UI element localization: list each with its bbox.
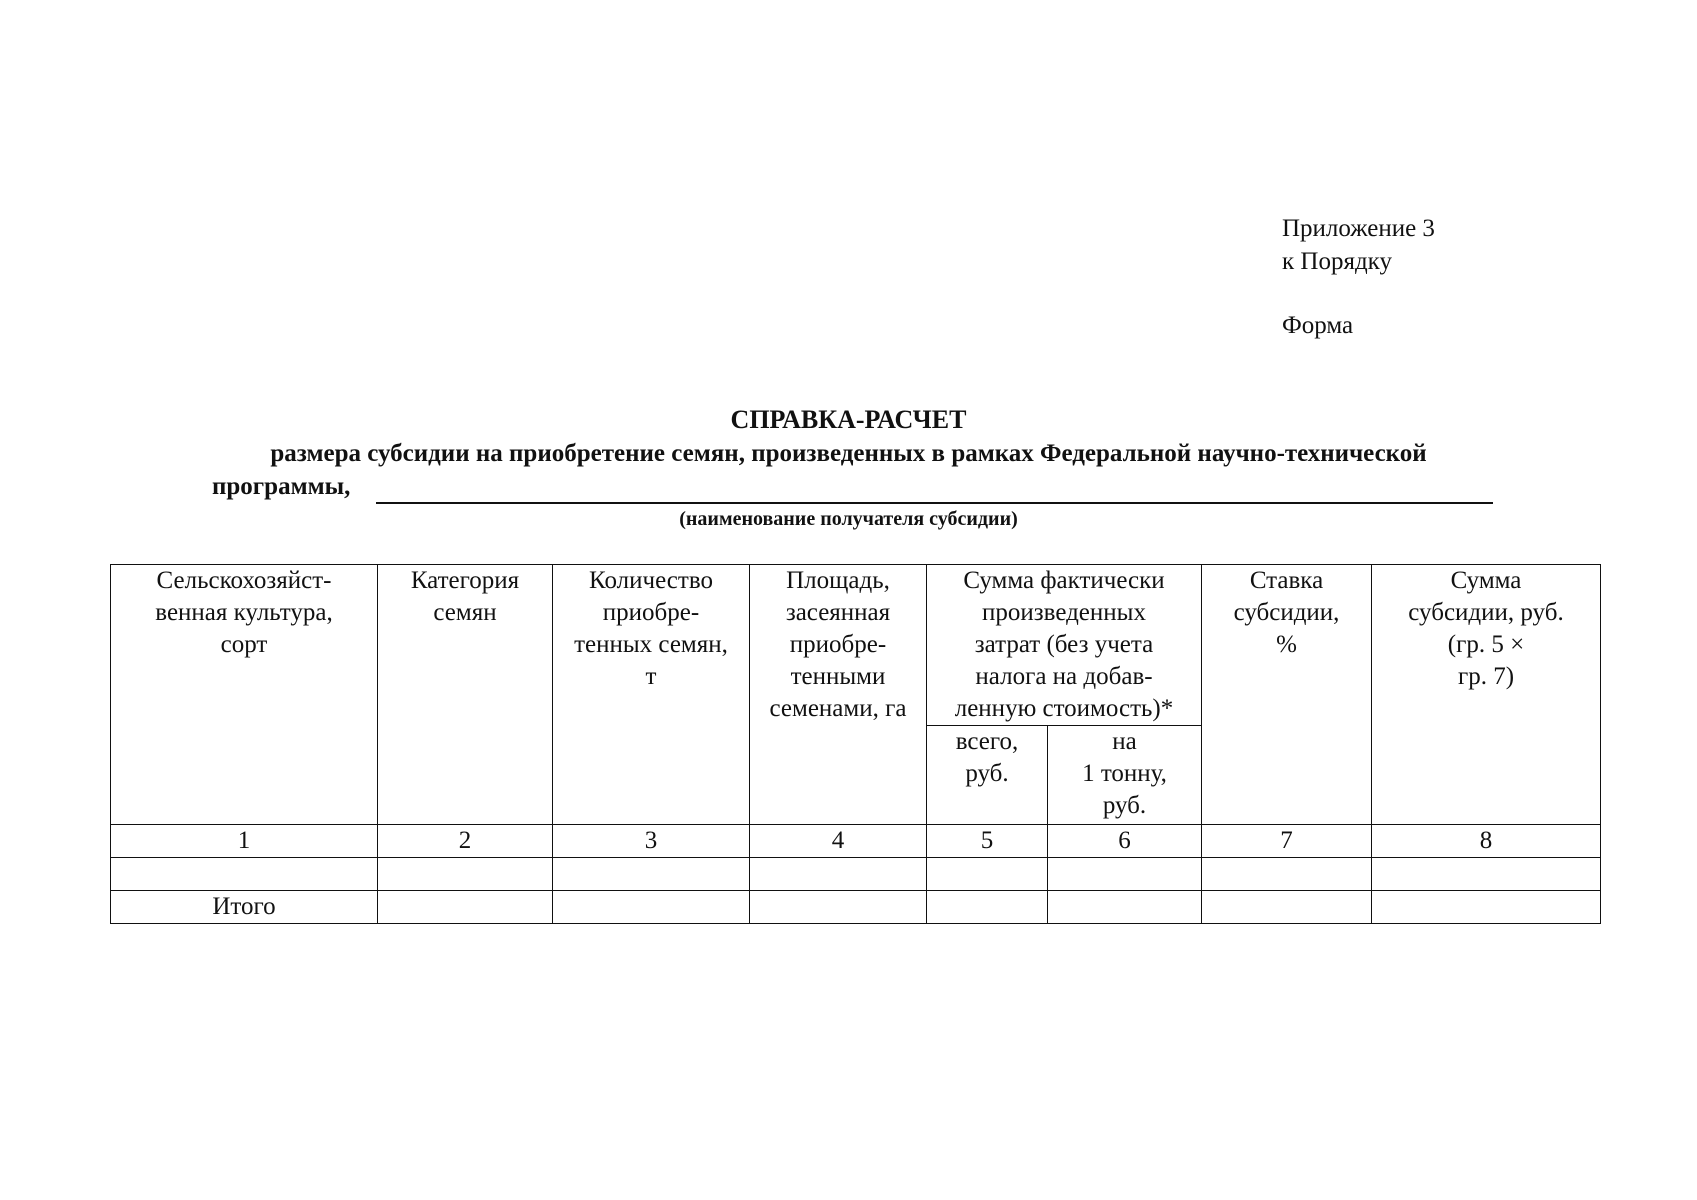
column-number: 7 xyxy=(1202,825,1372,858)
column-number: 2 xyxy=(378,825,553,858)
total-row xyxy=(111,891,1601,924)
total-cell[interactable] xyxy=(1372,891,1601,924)
header-subsidy-amount: Сумма субсидии, руб. (гр. 5 × гр. 7) xyxy=(1372,565,1601,825)
total-cell[interactable] xyxy=(1048,891,1202,924)
total-label: Итого xyxy=(111,891,378,924)
data-cell[interactable] xyxy=(927,858,1048,891)
total-cell[interactable] xyxy=(1202,891,1372,924)
program-line: программы, xyxy=(212,473,351,500)
document-subtitle: размера субсидии на приобретение семян, произведенных в рамках Федеральной научно-технической xyxy=(270,440,1427,467)
header-sown-area: Площадь, засеянная приобре- тенными семенами, га xyxy=(750,565,927,825)
data-cell[interactable] xyxy=(750,858,927,891)
total-cell[interactable] xyxy=(750,891,927,924)
form-label: Форма xyxy=(1282,312,1354,339)
recipient-caption: (наименование получателя субсидии) xyxy=(679,508,1018,530)
column-number: 4 xyxy=(750,825,927,858)
column-number-row xyxy=(111,825,1601,858)
data-cell[interactable] xyxy=(1372,858,1601,891)
header-seed-quantity: Количество приобре- тенных семян, т xyxy=(553,565,750,825)
subsidy-table xyxy=(110,564,1601,924)
data-cell[interactable] xyxy=(111,858,378,891)
column-number: 6 xyxy=(1048,825,1202,858)
column-number: 5 xyxy=(927,825,1048,858)
column-number: 3 xyxy=(553,825,750,858)
data-cell[interactable] xyxy=(553,858,750,891)
total-cell[interactable] xyxy=(553,891,750,924)
data-cell[interactable] xyxy=(1048,858,1202,891)
header-costs-per-ton: на 1 тонну, руб. xyxy=(1048,726,1202,825)
table-row xyxy=(111,858,1601,891)
total-cell[interactable] xyxy=(927,891,1048,924)
appendix-reference xyxy=(1282,212,1435,278)
total-cell[interactable] xyxy=(378,891,553,924)
header-seed-category: Категория семян xyxy=(378,565,553,825)
column-number: 1 xyxy=(111,825,378,858)
appendix-number: Приложение 3 xyxy=(1282,215,1435,242)
appendix-order: к Порядку xyxy=(1282,248,1392,275)
header-subsidy-rate: Ставка субсидии, % xyxy=(1202,565,1372,825)
data-cell[interactable] xyxy=(1202,858,1372,891)
document-title: СПРАВКА-РАСЧЕТ xyxy=(730,405,967,434)
header-crop: Сельскохозяйст- венная культура, сорт xyxy=(111,565,378,825)
header-costs-total: всего, руб. xyxy=(927,726,1048,825)
recipient-name-field[interactable] xyxy=(376,502,1493,504)
data-cell[interactable] xyxy=(378,858,553,891)
column-number: 8 xyxy=(1372,825,1601,858)
header-actual-costs: Сумма фактически произведенных затрат (без учета налога на добав- ленную стоимость)* xyxy=(927,565,1202,726)
